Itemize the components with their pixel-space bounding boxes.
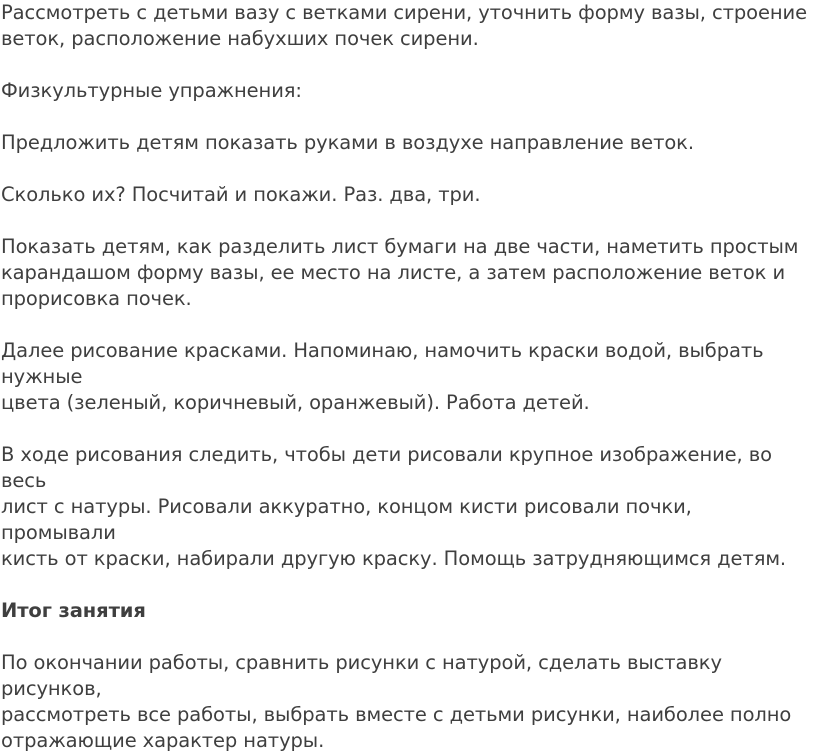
paragraph-examine-vase: Рассмотреть с детьми вазу с ветками сирени, уточнить форму вазы, строение веток, расположение набухших почек сирени.	[1, 1, 807, 50]
section-heading-summary: Итог занятия	[1, 599, 146, 622]
paragraph-count: Сколько их? Посчитай и покажи. Раз. два, три.	[1, 183, 481, 206]
paragraph-physical-exercises: Физкультурные упражнения:	[1, 79, 302, 102]
paragraph-conclusion: По окончании работы, сравнить рисунки с натурой, сделать выставку рисунков, рассмотреть все работы, выбрать вместе с детьми рисунки, наиболее полно отражающие характер натуры.	[1, 651, 792, 752]
paragraph-divide-sheet: Показать детям, как разделить лист бумаги на две части, наметить простым карандашом форму вазы, ее место на листе, а затем расположение веток и прорисовка почек.	[1, 235, 799, 310]
paragraph-painting: Далее рисование красками. Напоминаю, намочить краски водой, выбрать нужные цвета (зеленый, коричневый, оранжевый). Работа детей.	[1, 339, 764, 414]
paragraph-during-drawing: В ходе рисования следить, чтобы дети рисовали крупное изображение, во весь лист с натуры. Рисовали аккуратно, концом кисти рисовали почки, промывали кисть от краски, набирали другую краску. Помощь затрудняющимся детям.	[1, 443, 787, 570]
paragraph-show-branches: Предложить детям показать руками в воздухе направление веток.	[1, 131, 694, 154]
